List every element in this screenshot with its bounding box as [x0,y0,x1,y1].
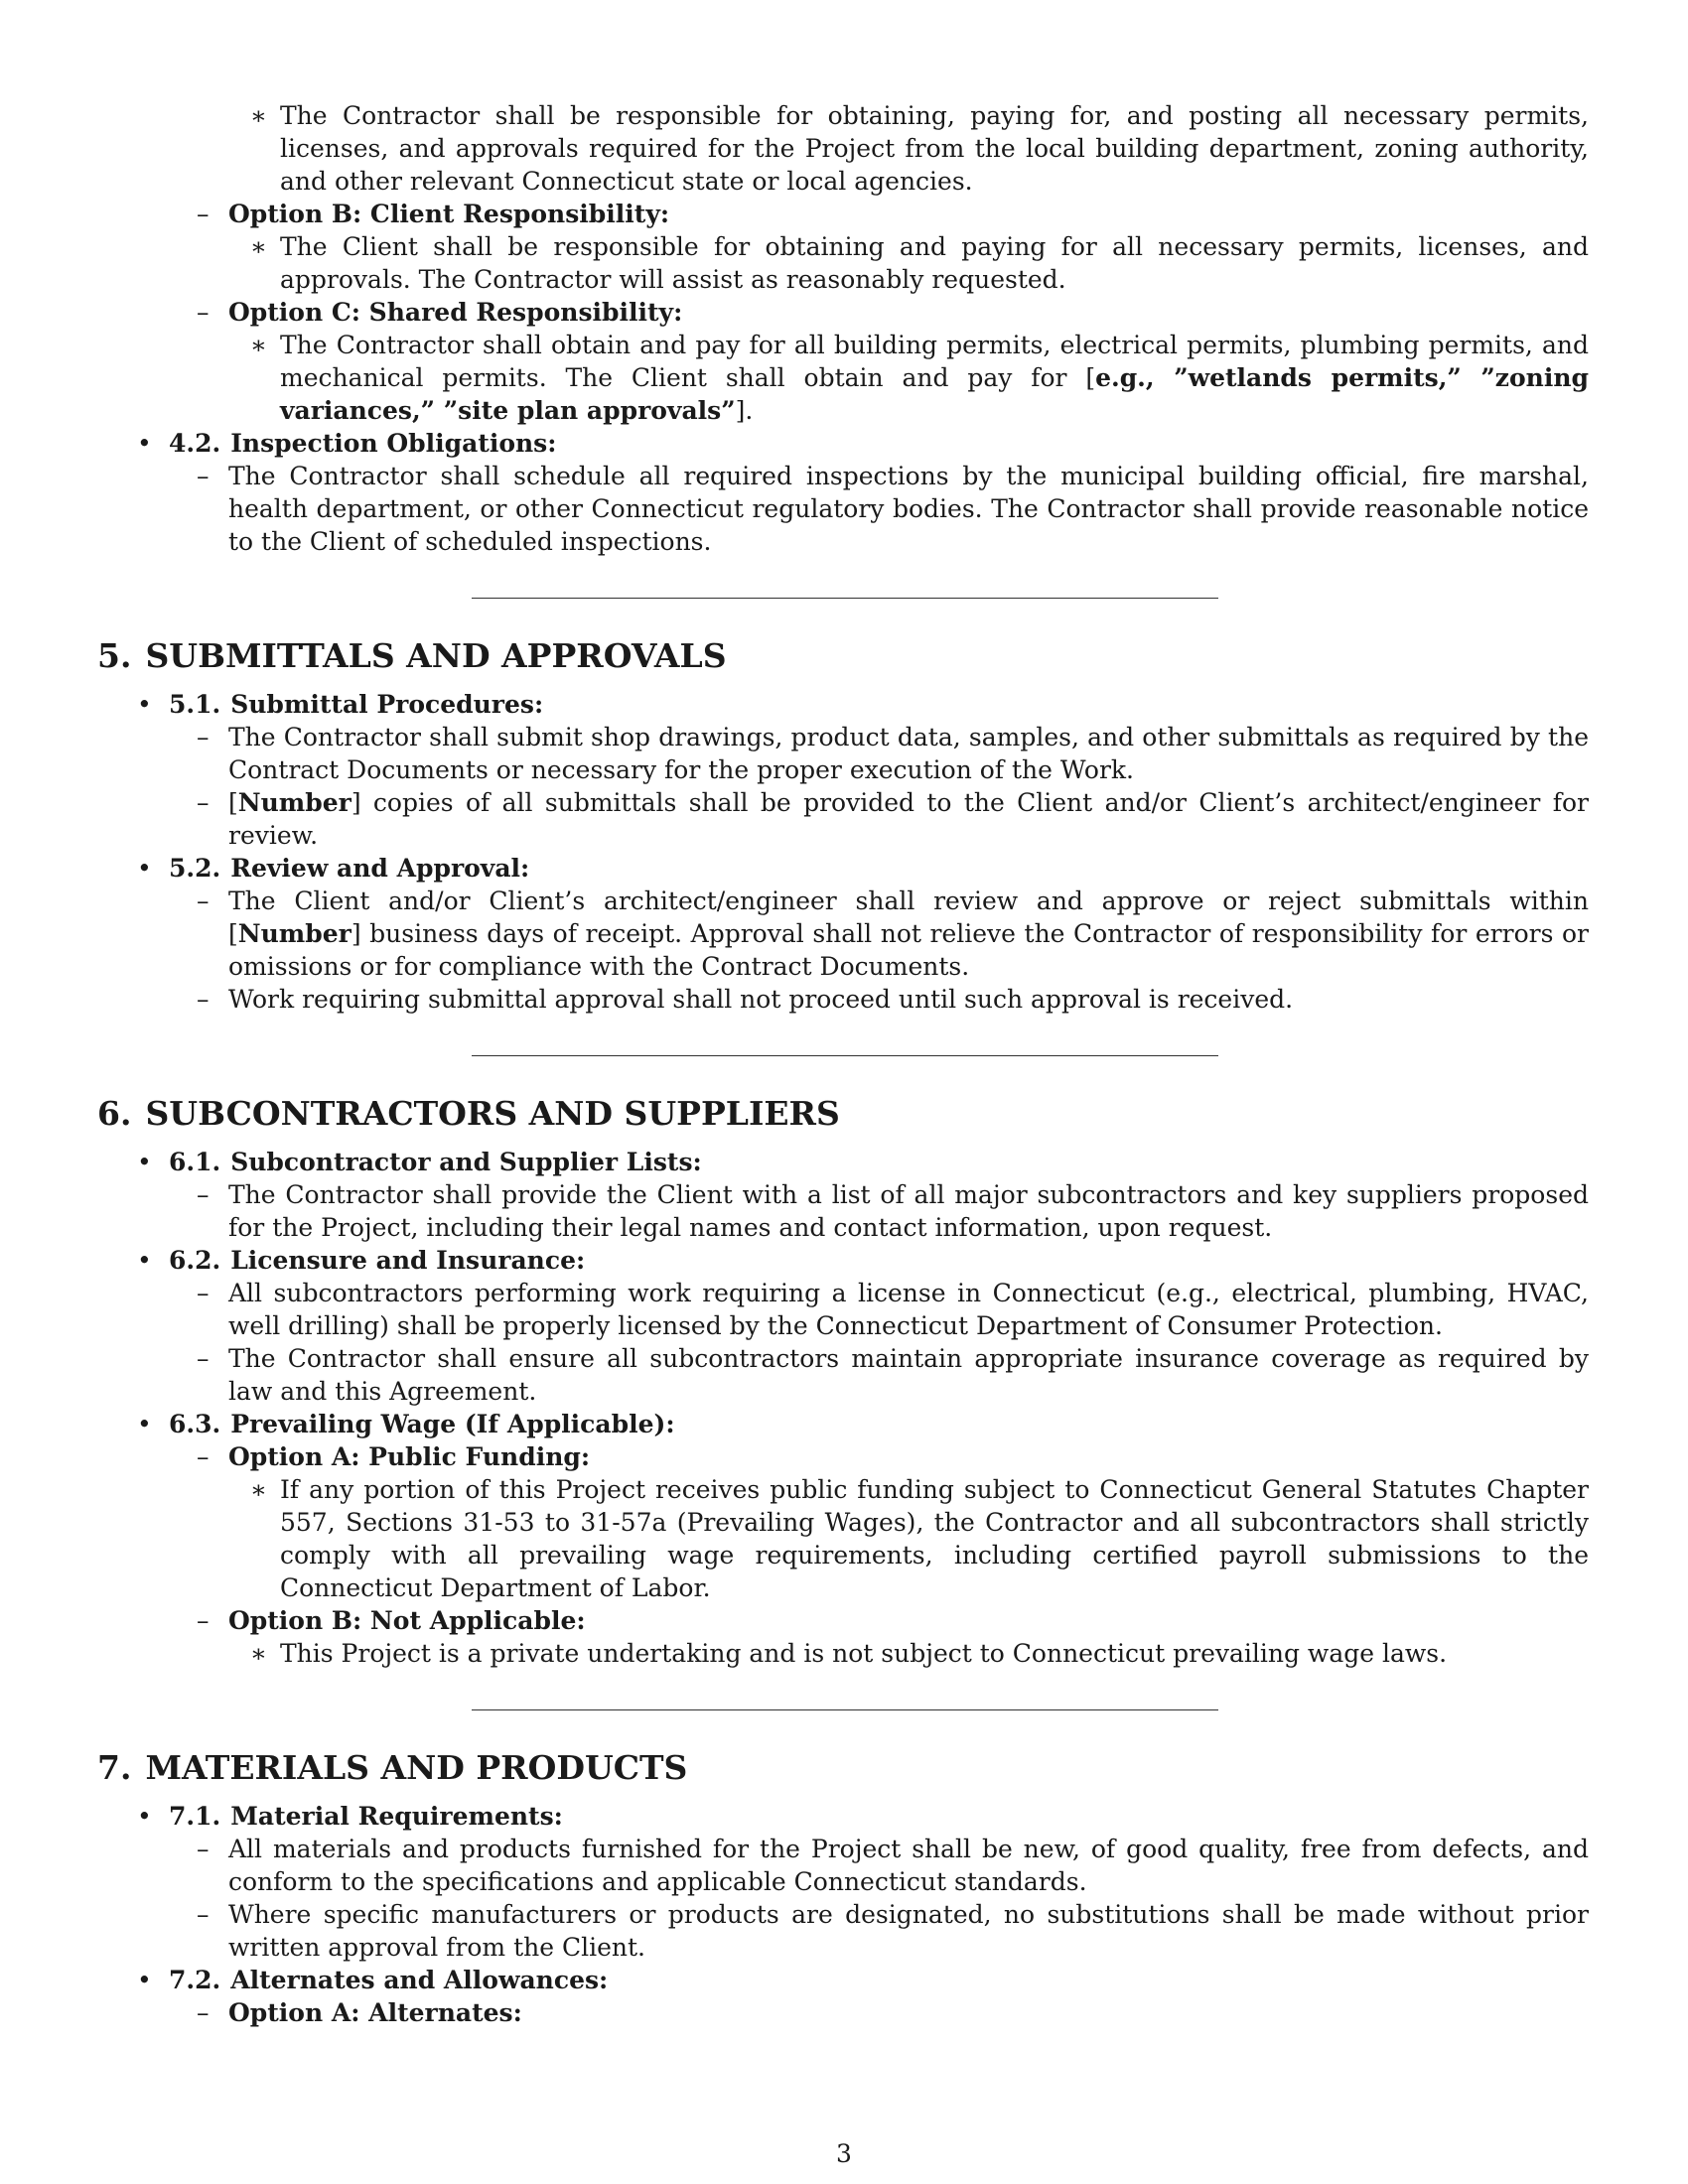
section-divider [472,598,1218,599]
section-title: 5. SUBMITTALS AND APPROVALS [97,636,727,675]
section-divider [472,1709,1218,1710]
list-item: ∗ The Contractor shall obtain and pay for all building permits, electrical permits, plumbing permits, and mechanical permits. The Client shall obtain and pay for [e.g., ”wetlands permits,” ”zoning variances,” ”site plan approvals”]. [250,331,1590,425]
list-item: ∗ The Contractor shall be responsible for obtaining, paying for, and posting all necessary permits, licenses, and approvals required for the Project from the local building department, zoning authority, and other relevant Connecticut state or local agencies. [250,101,1589,196]
section-title: 7. MATERIALS AND PRODUCTS [97,1748,688,1787]
subsection-heading: • 4.2. Inspection Obligations: [137,429,557,458]
page-number: 3 [836,2139,852,2168]
subsection-heading: • 7.1. Material Requirements: [137,1802,563,1831]
option-a-label: – Option A: Alternates: [197,1998,522,2027]
list-item: – The Contractor shall ensure all subcontractors maintain appropriate insurance coverage as required by law and this Agreement. [197,1344,1589,1406]
subsection-heading: • 6.1. Subcontractor and Supplier Lists: [137,1148,702,1176]
option-c-label: – Option C: Shared Responsibility: [197,298,683,327]
list-item: – The Contractor shall schedule all required inspections by the municipal building official, fire marshal, health department, or other Connecticut regulatory bodies. The Contractor shall provide reasonable notice to the Client of scheduled inspections. [197,462,1589,556]
subsection-heading: • 5.2. Review and Approval: [137,854,530,883]
list-item: ∗ If any portion of this Project receives public funding subject to Connecticut General Statutes Chapter 557, Sections 31-53 to 31-57a (Prevailing Wages), the Contractor and all subcontractors shall strictly comply with all prevailing wage requirements, including certified payroll submissions to the Connecticut Department of Labor. [250,1475,1589,1602]
option-b-label: – Option B: Client Responsibility: [197,200,670,228]
subsection-heading: • 5.1. Submittal Procedures: [137,690,544,719]
list-item: – All materials and products furnished for the Project shall be new, of good quality, free from defects, and conform to the specifications and applicable Connecticut standards. [197,1835,1589,1896]
list-item: – The Client and/or Client’s architect/engineer shall review and approve or reject submittals within [Number] business days of receipt. Approval shall not relieve the Contractor of responsibility for errors or omissions or for compliance with the Contract Documents. [197,887,1589,981]
subsection-heading: • 7.2. Alternates and Allowances: [137,1966,609,1994]
subsection-heading: • 6.3. Prevailing Wage (If Applicable): [137,1410,675,1438]
list-item: – The Contractor shall submit shop drawings, product data, samples, and other submittals as required by the Contract Documents or necessary for the proper execution of the Work. [197,723,1589,784]
list-item: ∗ The Client shall be responsible for obtaining and paying for all necessary permits, licenses, and approvals. The Contractor will assist as reasonably requested. [250,232,1589,294]
list-item: – Where specific manufacturers or products are designated, no substitutions shall be made without prior written approval from the Client. [197,1900,1589,1962]
subsection-heading: • 6.2. Licensure and Insurance: [137,1246,586,1275]
list-item: – [Number] copies of all submittals shall be provided to the Client and/or Client’s architect/engineer for review. [197,788,1589,850]
list-item: ∗ This Project is a private undertaking and is not subject to Connecticut prevailing wage laws. [250,1639,1448,1668]
option-b-label: – Option B: Not Applicable: [197,1606,586,1635]
list-item: – All subcontractors performing work requiring a license in Connecticut (e.g., electrical, plumbing, HVAC, well drilling) shall be properly licensed by the Connecticut Department of Consumer Protection. [197,1279,1589,1340]
list-item: – The Contractor shall provide the Client with a list of all major subcontractors and key suppliers proposed for the Project, including their legal names and contact information, upon request. [197,1180,1589,1242]
section-title: 6. SUBCONTRACTORS AND SUPPLIERS [97,1094,840,1133]
document-page [99,99,1589,2029]
section-divider [472,1055,1218,1056]
option-a-label: – Option A: Public Funding: [197,1442,591,1471]
list-item: – Work requiring submittal approval shall not proceed until such approval is received. [197,985,1294,1014]
